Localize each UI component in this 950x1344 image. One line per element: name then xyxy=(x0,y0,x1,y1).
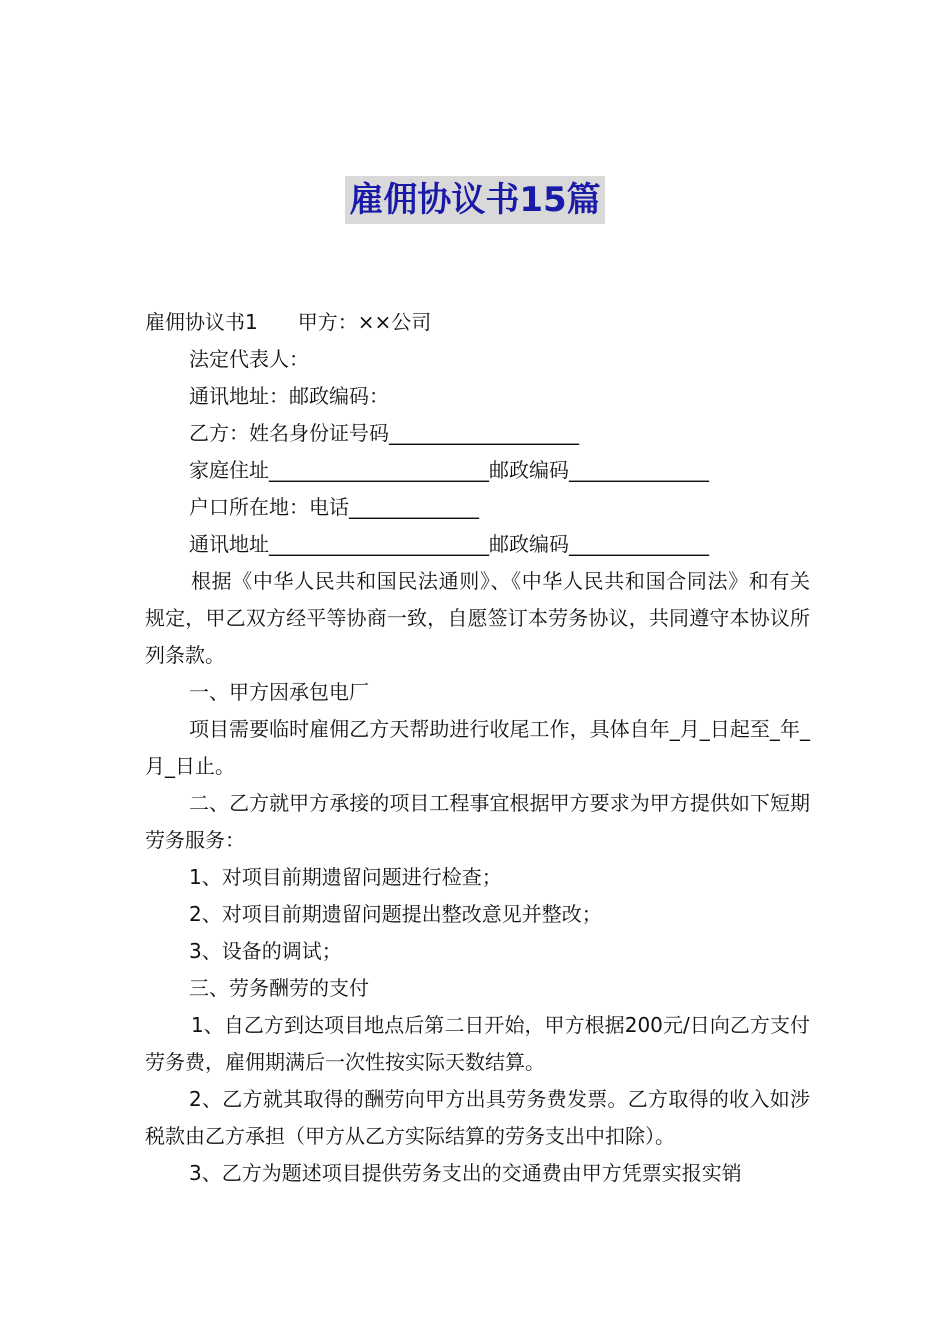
paragraph-clause-2: 二、乙方就甲方承接的项目工程事宜根据甲方要求为甲方提供如下短期劳务服务： xyxy=(145,791,810,852)
list-item: 2、对项目前期遗留问题提出整改意见并整改； xyxy=(189,902,602,926)
party-b-address-line: 通讯地址______________________邮政编码______________ xyxy=(189,532,709,556)
list-item: 1、自乙方到达项目地点后第二日开始，甲方根据200元/日向乙方支付劳务费，雇佣期满后一次性按实际天数结算。 xyxy=(145,1013,810,1074)
header-line: 雇佣协议书1 甲方：××公司 xyxy=(145,310,432,334)
legal-representative-line: 法定代表人： xyxy=(189,347,309,371)
list-item: 3、设备的调试； xyxy=(189,939,342,963)
list-item: 1、对项目前期遗留问题进行检查； xyxy=(189,865,502,889)
paragraph-clause-1: 一、甲方因承包电厂 xyxy=(189,680,369,704)
title-container xyxy=(0,176,950,224)
document-body xyxy=(145,304,810,1192)
list-item: 2、乙方就其取得的酬劳向甲方出具劳务费发票。乙方取得的收入如涉税款由乙方承担（甲方从乙方实际结算的劳务支出中扣除）。 xyxy=(145,1087,810,1148)
list-item: 3、乙方为题述项目提供劳务支出的交通费由甲方凭票实报实销 xyxy=(189,1161,742,1185)
paragraph-preamble: 根据《中华人民共和国民法通则》、《中华人民共和国合同法》和有关规定，甲乙双方经平等协商一致，自愿签订本劳务协议，共同遵守本协议所列条款。 xyxy=(145,569,810,667)
document-title: 雇佣协议书15篇 xyxy=(345,176,604,224)
paragraph-clause-3: 三、劳务酬劳的支付 xyxy=(189,976,369,1000)
household-registration-line: 户口所在地：电话_____________ xyxy=(189,495,479,519)
paragraph-clause-1-detail: 项目需要临时雇佣乙方天帮助进行收尾工作，具体自年_月_日起至_年_月_日止。 xyxy=(145,717,810,778)
party-b-name-line: 乙方：姓名身份证号码___________________ xyxy=(189,421,579,445)
home-address-line: 家庭住址______________________邮政编码______________ xyxy=(189,458,709,482)
party-a-address-line: 通讯地址：邮政编码： xyxy=(189,384,389,408)
